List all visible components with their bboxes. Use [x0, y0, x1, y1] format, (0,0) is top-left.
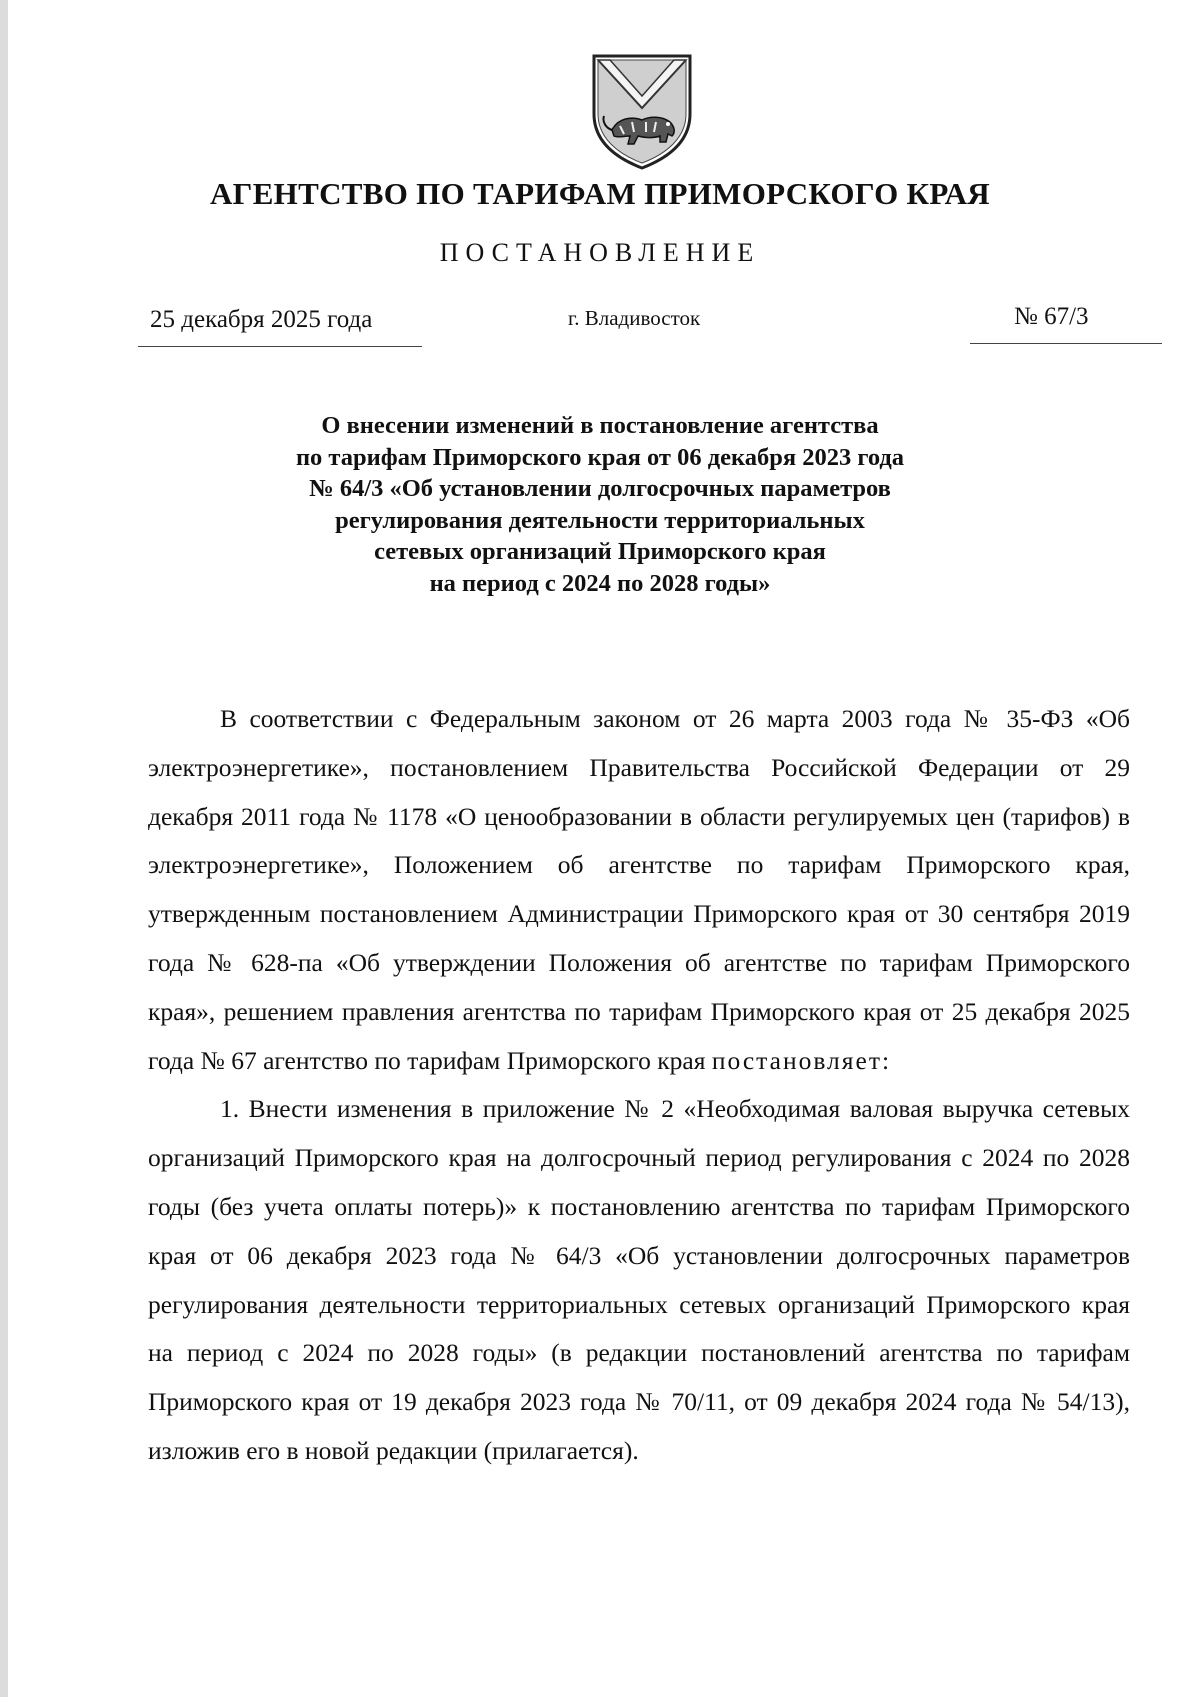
heading-line: по тарифам Приморского края от 06 декабря 2023 года — [295, 443, 905, 471]
heading-line: регулирования деятельности территориальных — [335, 506, 865, 534]
document-city: г. Владивосток — [568, 306, 701, 330]
heading-line: № 64/3 «Об установлении долгосрочных параметров — [309, 475, 891, 503]
document-body — [148, 695, 1130, 1476]
clause-1-paragraph — [148, 1085, 1130, 1475]
document-number: № 67/3 — [1014, 303, 1089, 330]
resolves-word: постановляет: — [711, 1045, 892, 1075]
document-heading — [150, 410, 1050, 600]
number-underline — [970, 343, 1162, 344]
document-type: ПОСТАНОВЛЕНИЕ — [439, 238, 761, 267]
agency-title: АГЕНТСТВО ПО ТАРИФАМ ПРИМОРСКОГО КРАЯ — [210, 176, 990, 211]
heading-line: сетевых организаций Приморского края — [374, 538, 826, 566]
heading-line: О внесении изменений в постановление агентства — [321, 412, 879, 439]
preamble-text: В соответствии с Федеральным законом от 26 марта 2003 года № 35-ФЗ «Об электроэнергетике», постановлением Правительства Российской Федерации от 29 декабря 2011 года № 1178 «О ценообразовании в области регулируемых цен (тарифов) в электроэнергетике», Положением об агентстве по тарифам Приморского края, утвержденным постановлением Администрации Приморского края от 30 сентября 2019 года № 628-па «Об утверждении Положения об агентстве по тарифам Приморского края», решением правления агентства по тарифам Приморского края от 25 декабря 2025 года № 67 агентство по тарифам Приморского края — [148, 704, 1130, 1075]
clause-1-text: 1. Внести изменения в приложение № 2 «Необходимая валовая выручка сетевых организаций Приморского края на долгосрочный период регулирования с 2024 по 2028 годы (без учета оплаты потерь)» к постановлению агентства по тарифам Приморского края от 06 декабря 2023 года № 64/3 «Об установлении долгосрочных параметров регулирования деятельности территориальных сетевых организаций Приморского края на период с 2024 по 2028 годы» (в редакции постановлений агентства по тарифам Приморского края от 19 декабря 2023 года № 70/11, от 09 декабря 2024 года № 54/13), изложив его в новой редакции (прилагается). — [148, 1094, 1130, 1465]
heading-line: на период с 2024 по 2028 годы» — [429, 569, 771, 597]
coat-of-arms-emblem — [588, 50, 696, 172]
document-date: 25 декабря 2025 года — [150, 306, 373, 333]
date-underline — [138, 346, 422, 347]
preamble-paragraph — [148, 695, 1130, 1085]
